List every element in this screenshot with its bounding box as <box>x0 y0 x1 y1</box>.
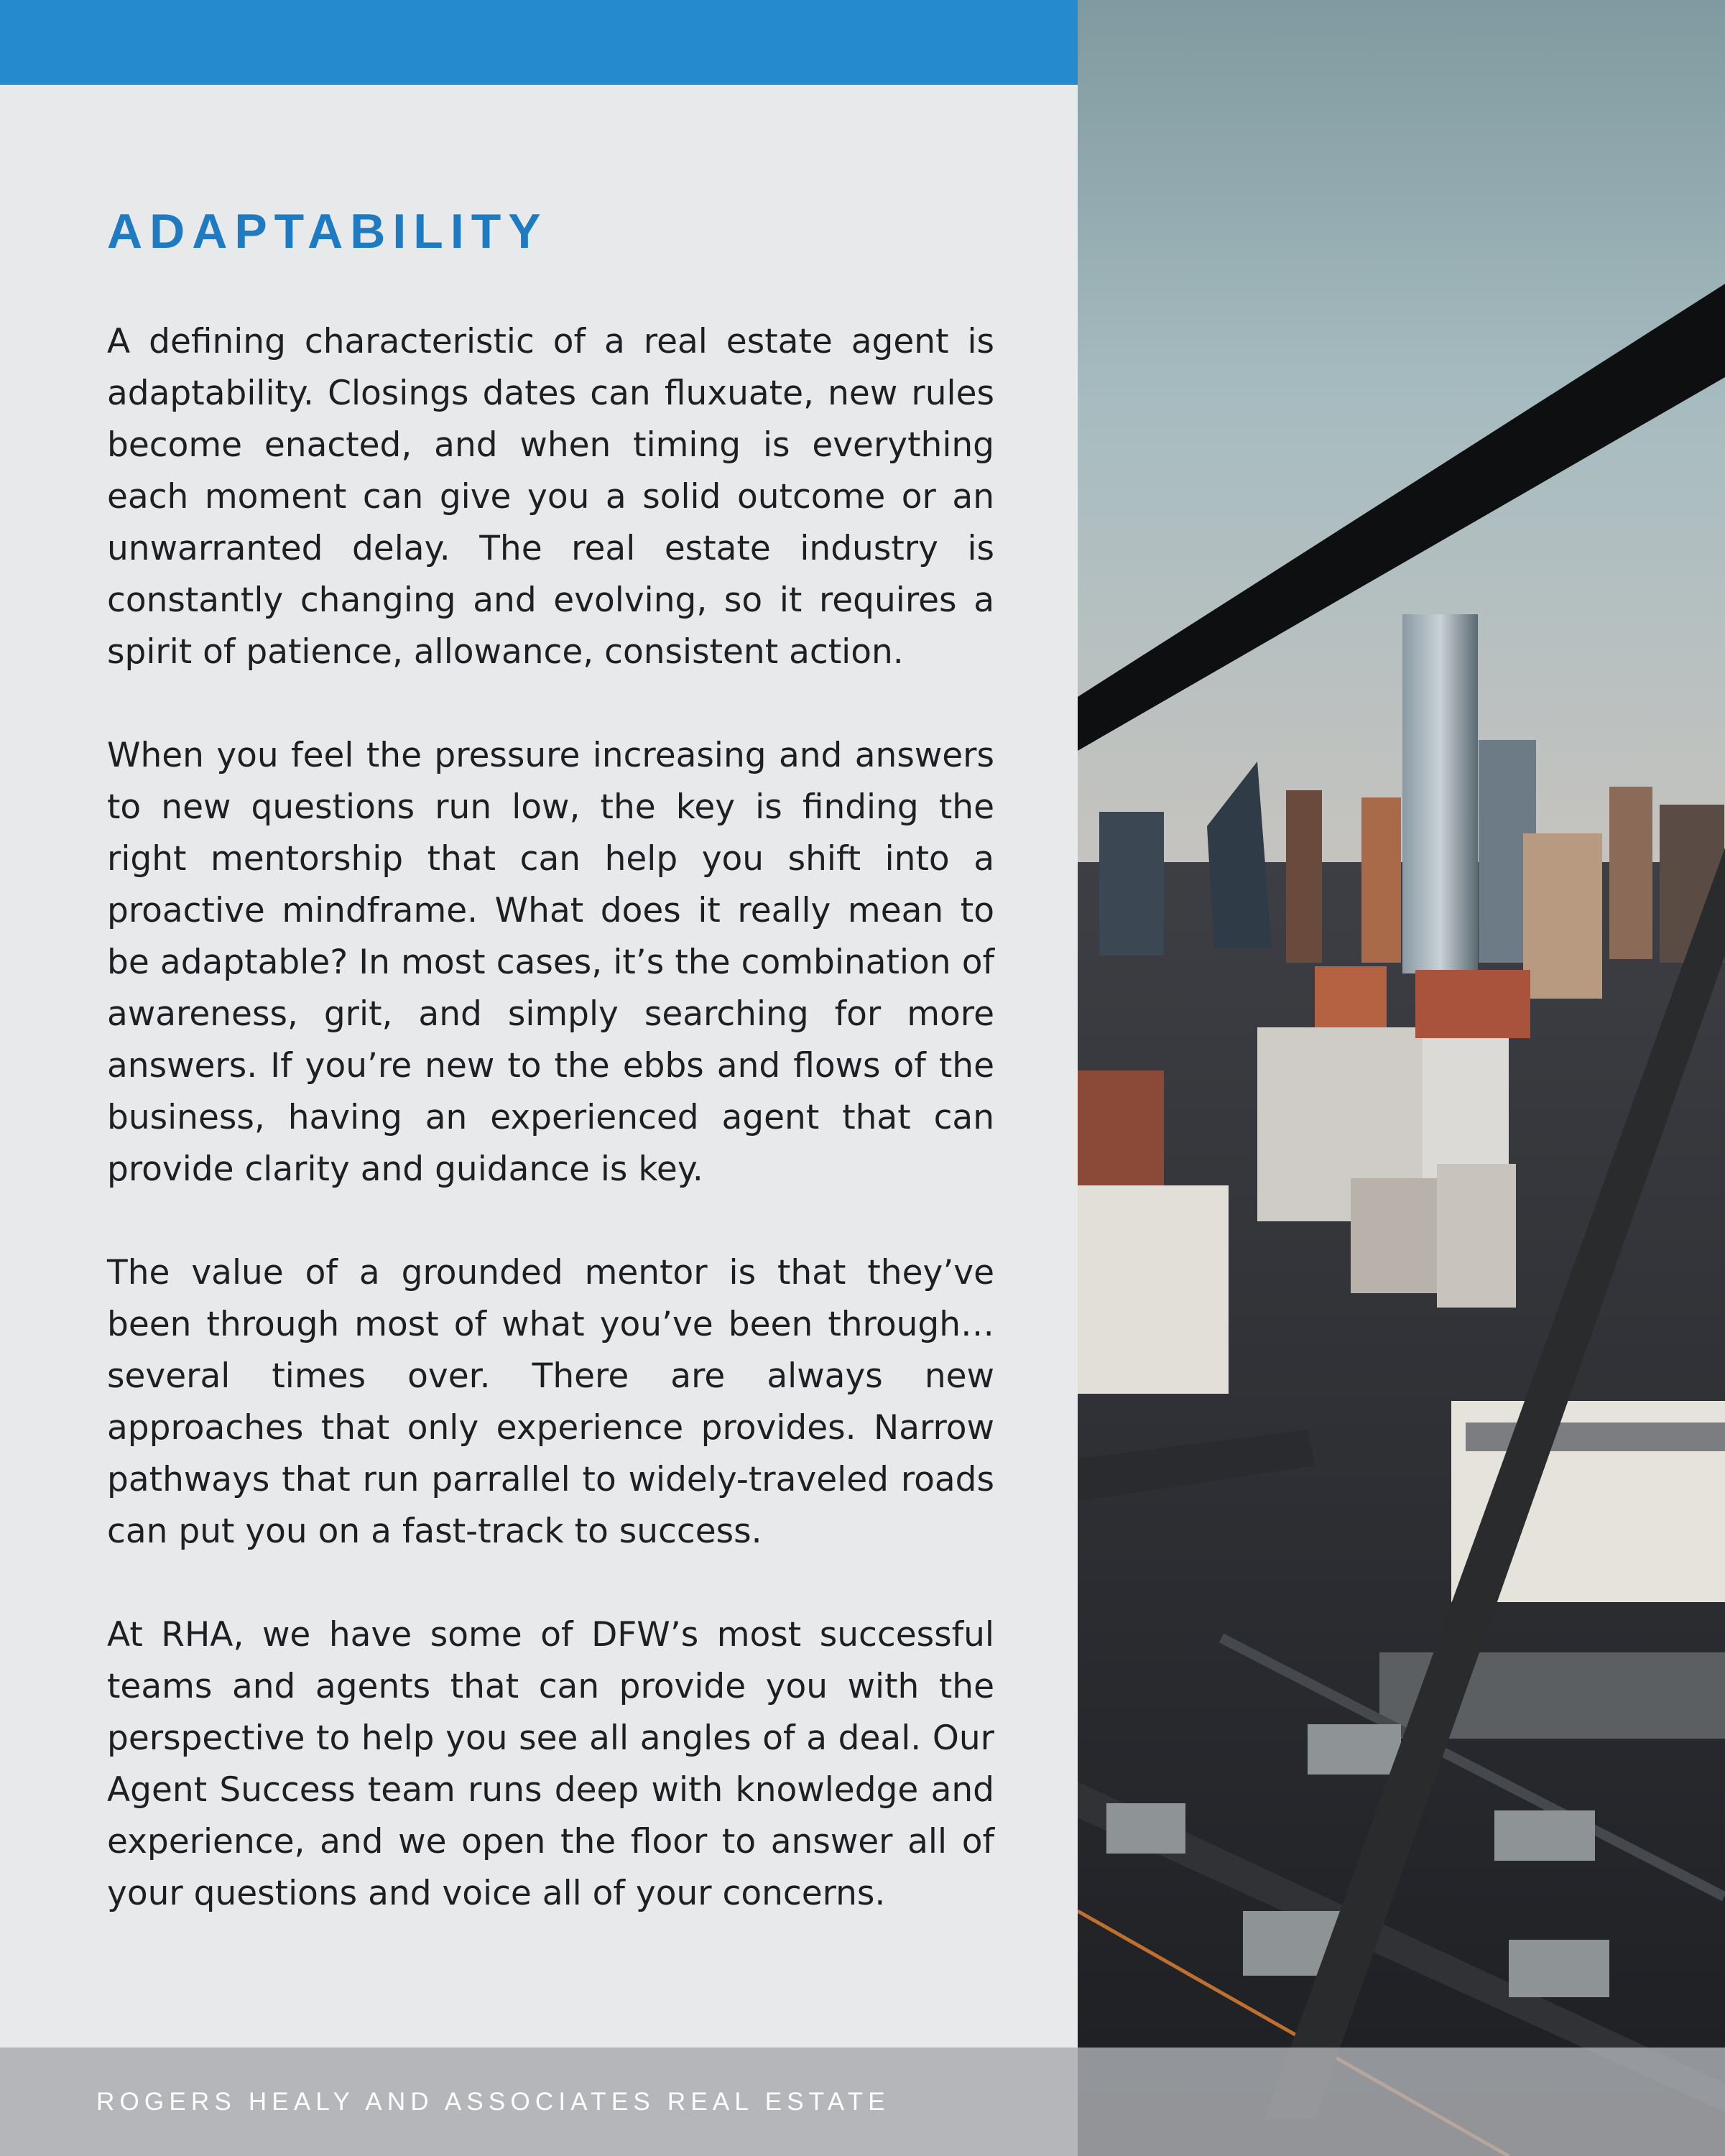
top-accent-bar <box>0 0 1078 85</box>
footer-company-name: ROGERS HEALY AND ASSOCIATES REAL ESTATE <box>96 2088 890 2116</box>
page-footer <box>0 2048 1725 2156</box>
dallas-skyline-photo <box>1078 0 1725 2156</box>
paragraph-3: The value of a grounded mentor is that they’ve been through most of what you’ve been through… several times over. There are always new approaches that only experience provides. Narrow pathways that run parrallel to widely-traveled roads can put you on a fast-track to success. <box>107 1253 994 1551</box>
paragraph-2: When you feel the pressure increasing and answers to new questions run low, the key is finding the right mentorship that can help you shift into a proactive mindframe. What does it really mean to be adaptable? In most cases, it’s the combination of awareness, grit, and simply searching for more answers. If you’re new to the ebbs and flows of the business, having an experienced agent that can provide clarity and guidance is key. <box>107 736 994 1189</box>
page-title: ADAPTABILITY <box>107 204 548 259</box>
paragraph-1: A defining characteristic of a real estate agent is adaptability. Closings dates can fluxuate, new rules become enacted, and when timing is everything each moment can give you a solid outcome or an unwarranted delay. The real estate industry is constantly changing and evolving, so it requires a spirit of patience, allowance, consistent action. <box>107 322 994 672</box>
skyline-illustration <box>1078 0 1725 2156</box>
article-body <box>107 316 994 1920</box>
paragraph-4: At RHA, we have some of DFW’s most successful teams and agents that can provide you with the perspective to help you see all angles of a deal. Our Agent Success team runs deep with knowledge and experience, and we open the floor to answer all of your questions and voice all of your concerns. <box>107 1615 994 1913</box>
